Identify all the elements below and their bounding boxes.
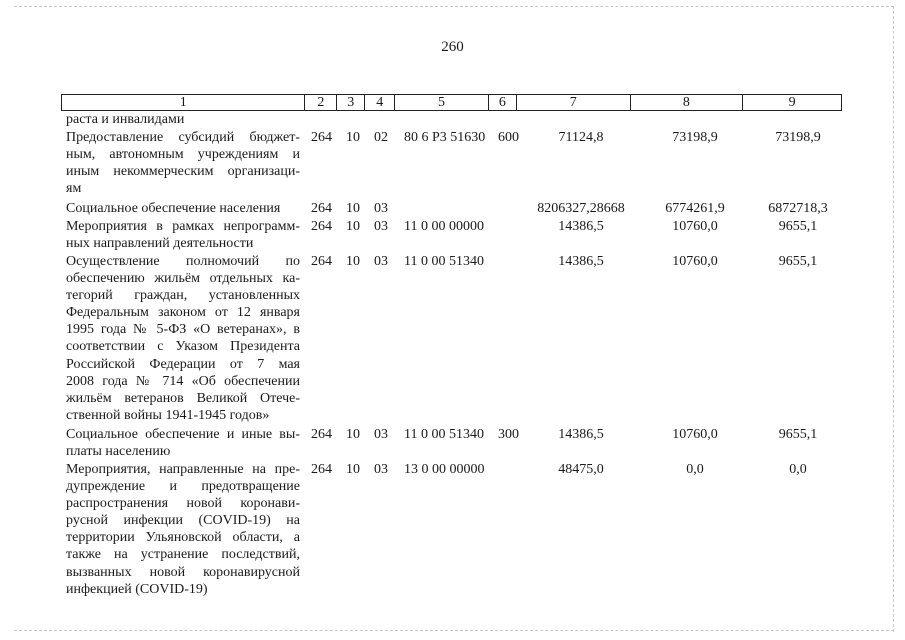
cell-code: 264 <box>311 254 332 269</box>
description-line: Мероприятия в рамках непрограмм- <box>66 219 300 234</box>
cell-section: 10 <box>346 130 360 145</box>
cell-amount-col8: 10760,0 <box>672 254 718 269</box>
description-line: 1995 года № 5-ФЗ «О ветеранах», в <box>66 322 300 338</box>
header-col-5: 5 <box>395 95 489 110</box>
cell-section: 10 <box>346 462 360 477</box>
description-line: русной инфекции (COVID-19) на <box>66 513 300 529</box>
header-col-1: 1 <box>62 95 305 110</box>
description-line: платы населению <box>66 444 171 460</box>
description-line: жильём ветеранов Великой Отече- <box>66 390 300 406</box>
header-col-7: 7 <box>517 95 631 110</box>
description-line: Осуществление полномочий по <box>66 254 300 269</box>
description-line: Федеральным законом от 12 января <box>66 305 300 321</box>
description-line: также на устранение последствий, <box>66 547 300 563</box>
page-number: 260 <box>441 39 464 55</box>
header-col-3: 3 <box>337 95 365 110</box>
cell-amount-col7: 14386,5 <box>558 254 604 269</box>
cell-amount-col7: 71124,8 <box>558 130 604 145</box>
cell-amount-col8: 10760,0 <box>672 427 718 442</box>
cell-subsection: 02 <box>374 130 388 145</box>
cell-amount-col7: 8206327,28668 <box>537 201 625 216</box>
description-line: ным, автономным учреждениям и <box>66 147 300 163</box>
description-line: территории Ульяновской области, а <box>66 530 300 546</box>
header-col-4: 4 <box>365 95 395 110</box>
cell-amount-col9: 73198,9 <box>775 130 821 145</box>
cell-section: 10 <box>346 427 360 442</box>
table-row-description <box>66 111 300 128</box>
cell-target-article: 11 0 00 51340 <box>404 427 484 442</box>
cell-amount-col8: 73198,9 <box>672 130 718 145</box>
header-col-8: 8 <box>631 95 744 110</box>
description-line: Мероприятия, направленные на пре- <box>66 462 300 477</box>
cell-target-article: 11 0 00 00000 <box>404 219 484 234</box>
description-line: Предоставление субсидий бюджет- <box>66 130 300 145</box>
header-col-9: 9 <box>788 94 796 110</box>
description-line: обеспечению жильём отдельных ка- <box>66 271 300 287</box>
cell-subsection: 03 <box>374 254 388 269</box>
cell-amount-col9: 9655,1 <box>778 219 818 234</box>
description-line: Российской Федерации от 7 мая <box>66 356 300 372</box>
page-frame-top <box>14 6 894 8</box>
table-row-description <box>66 200 300 217</box>
cell-amount-col8: 6774261,9 <box>665 201 725 216</box>
description-line: ственной войны 1941-1945 годов» <box>66 407 270 423</box>
cell-target-article: 80 6 Р3 51630 <box>404 130 486 145</box>
cell-target-article: 13 0 00 00000 <box>404 462 485 477</box>
description-line: распространения новой коронави- <box>66 496 300 512</box>
table-header <box>61 94 842 111</box>
table-row-description <box>66 253 300 424</box>
description-line: 2008 года № 714 «Об обеспечении <box>66 373 300 389</box>
table-row-description <box>66 426 300 460</box>
description-line: раста и инвалидами <box>66 112 185 127</box>
page-frame-bottom <box>14 630 894 632</box>
cell-amount-col9: 0,0 <box>789 462 807 477</box>
description-line: дупреждение и предотвращение <box>66 479 300 495</box>
cell-amount-col7: 14386,5 <box>558 219 604 234</box>
cell-expense-type: 600 <box>498 130 519 145</box>
cell-amount-col7: 48475,0 <box>558 462 604 477</box>
cell-subsection: 03 <box>374 462 388 477</box>
table-row-description <box>66 461 300 598</box>
cell-target-article: 11 0 00 51340 <box>404 254 484 269</box>
cell-subsection: 03 <box>374 201 388 216</box>
header-col-6: 6 <box>489 95 517 110</box>
cell-amount-col7: 14386,5 <box>558 427 604 442</box>
cell-amount-col9: 6872718,3 <box>768 201 828 216</box>
cell-subsection: 03 <box>374 427 388 442</box>
description-line: ных направлений деятельности <box>66 236 254 252</box>
cell-subsection: 03 <box>374 219 388 234</box>
cell-expense-type: 300 <box>498 427 519 442</box>
description-line: вызванных новой коронавирусной <box>66 564 300 580</box>
description-line: тегорий граждан, установленных <box>66 288 300 304</box>
cell-section: 10 <box>346 254 360 269</box>
cell-amount-col8: 10760,0 <box>672 219 718 234</box>
cell-code: 264 <box>311 462 332 477</box>
cell-code: 264 <box>311 201 332 216</box>
header-col-2: 2 <box>305 95 337 110</box>
description-line: иным некоммерческим организаци- <box>66 164 300 180</box>
description-line: ям <box>66 181 82 197</box>
cell-section: 10 <box>346 219 360 234</box>
table-row-description <box>66 129 300 197</box>
description-line: Социальное обеспечение населения <box>66 201 281 216</box>
cell-section: 10 <box>346 201 360 216</box>
cell-code: 264 <box>311 427 332 442</box>
description-line: инфекцией (COVID-19) <box>66 581 208 597</box>
cell-code: 264 <box>311 130 332 145</box>
cell-amount-col9: 9655,1 <box>778 254 818 269</box>
cell-amount-col8: 0,0 <box>686 462 704 477</box>
description-line: соответствии с Указом Президента <box>66 339 300 355</box>
page-frame-right <box>893 6 895 632</box>
table-row-description <box>66 218 300 252</box>
cell-amount-col9: 9655,1 <box>778 427 818 442</box>
description-line: Социальное обеспечение и иные вы- <box>66 427 300 442</box>
cell-code: 264 <box>311 219 332 234</box>
